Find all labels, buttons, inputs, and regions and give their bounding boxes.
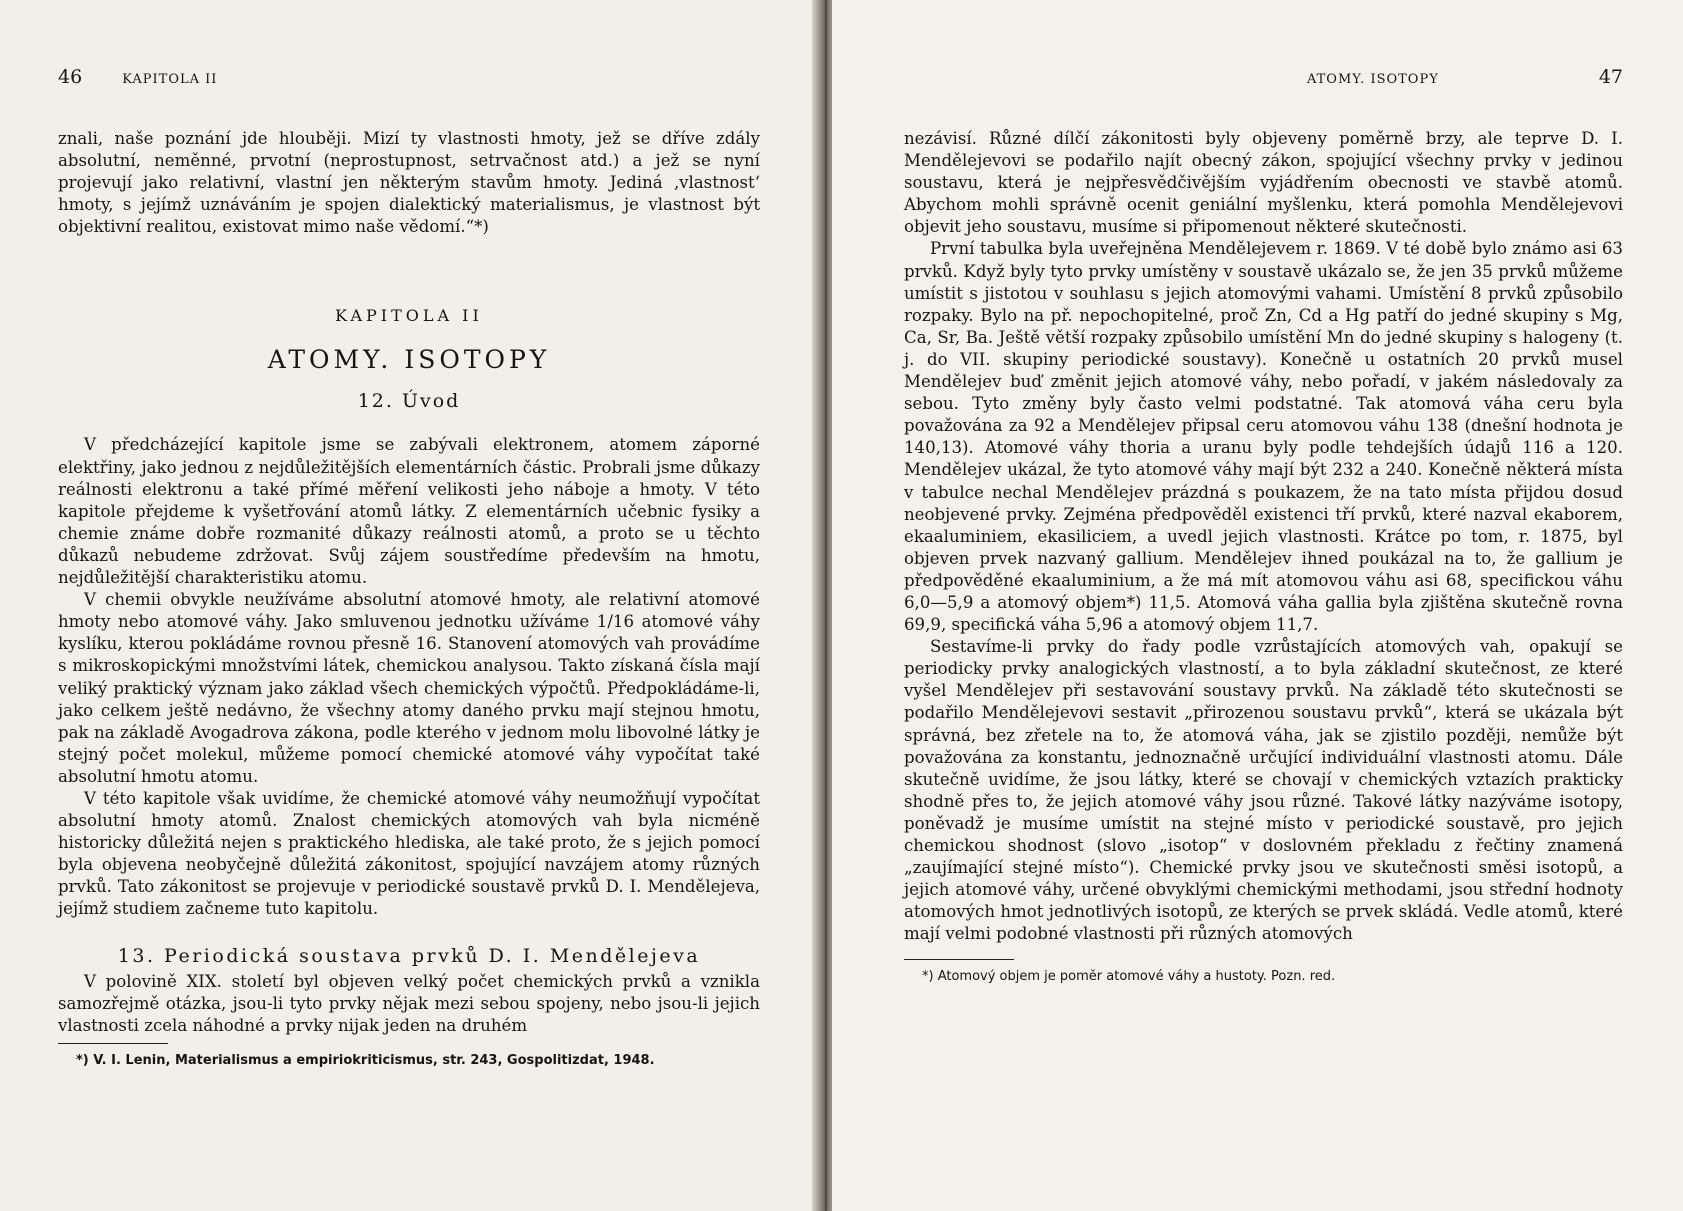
right-page-number: 47 xyxy=(1598,66,1623,88)
section-12-title: 12. Úvod xyxy=(357,390,461,413)
section-13-paragraph: V polovině XIX. století byl objeven velký počet chemických prvků a vznikla samozřejmě otázka, jsou-li tyto prvky nějak mezi sebou spojeny, nebo jsou-li jejich vlastnosti zcela náhodné a prvky nijak jeden na druhém xyxy=(58,971,760,1035)
right-paragraph-3: Sestavíme-li prvky do řady podle vzrůstajících atomových vah, opakují se periodicky prvky analogických vlastností, a to byla základní skutečnost, ze které vyšel Mendělejev při sestavování soustavy prvků. Na základě této skutečnosti se podařilo Mendělejevovi sestavit „přirozenou soustavu prvků“, která se ukázala být správná, bez zřetele na to, že atomová váha, jak se zjistilo později, nemůže být považována za konstantu, jednoznačně určující individuální vlastnosti atomu. Dále skutečně uvidíme, že jsou látky, které se chovají v chemických vztazích prakticky shodně přes to, že jejich atomové váhy jsou různé. Takové látky nazýváme isotopy, poněvadž je musíme umístit na stejné místo v periodické soustavě, pro jejich chemickou shodnost (slovo „isotop“ v doslovném překladu z řečtiny znamená „zaujímající stejné místo“). Chemické prvky jsou ve skutečnosti směsi isotopů, a jejich atomové váhy, určené obvyklými chemickými methodami, jsou střední hodnoty atomových hmot jednotlivých isotopů, ze kterých se prvek skládá. Vedle atomů, které mají velmi podobné vlastnosti při různých atomových xyxy=(904,637,1623,944)
chapter-title: ATOMY. ISOTOPY xyxy=(267,345,551,375)
section-13-title: 13. Periodická soustava prvků D. I. Mendělejeva xyxy=(117,944,701,967)
left-footnote: *) V. I. Lenin, Materialismus a empiriokriticismus, str. 243, Gospolitizdat, 1948. xyxy=(76,1052,655,1068)
right-paragraph-1: nezávisí. Různé dílčí zákonitosti byly objeveny poměrně brzy, ale teprve D. I. Mendělejevovi se podařilo najít obecný zákon, spojující všechny prvky v jedinou soustavu, která je nejpřesvědčivějším vyjádřením obecnosti ve stavbě atomů. Abychom mohli správně ocenit geniální myšlenku, která pomohla Mendělejevovi objevit jeho soustavu, musíme si připomenout některé skutečnosti. xyxy=(904,129,1623,237)
right-footnote-rule xyxy=(904,959,1014,960)
left-intro-paragraph: znali, naše poznání jde hlouběji. Mizí ty vlastnosti hmoty, jež se dříve zdály absolutní, neměnné, prvotní (neprostupnost, setrvačnost atd.) a jež se nyní projevují jako relativní, vlastní jen některým stavům hmoty. Jediná ‚vlastnost‘ hmoty, s jejímž uznáváním je spojen dialektický materialismus, je vlastnost být objektivní realitou, existovat mimo naše vědomí.“*) xyxy=(58,129,760,237)
left-footnote-rule xyxy=(58,1043,168,1044)
right-page xyxy=(832,0,1683,1211)
chapter-label: KAPITOLA II xyxy=(335,306,483,326)
left-running-title: KAPITOLA II xyxy=(122,72,218,87)
right-footnote: *) Atomový objem je poměr atomové váhy a hustoty. Pozn. red. xyxy=(922,969,1336,985)
left-paragraph-3: V této kapitole však uvidíme, že chemické atomové váhy neumožňují vypočítat absolutní hmoty atomů. Znalost chemických atomových vah byla nicméně historicky důležitá nejen s praktického hlediska, ale také proto, že s jejich pomocí byla objevena neobyčejně důležitá zákonitost, spojující navzájem atomy různých prvků. Tato zákonitost se projevuje v periodické soustavě prvků D. I. Mendělejeva, jejímž studiem začneme tuto kapitolu. xyxy=(58,788,760,919)
left-page xyxy=(0,0,820,1211)
right-running-head xyxy=(904,66,1623,94)
right-paragraph-2: První tabulka byla uveřejněna Mendělejevem r. 1869. V té době bylo známo asi 63 prvků. Když byly tyto prvky umístěny v soustavě ukázalo se, že jen 35 prvků můžeme umístit s jistotou v souhlasu s jejich atomovými vahami. Umístění 8 prvků způsobilo rozpaky. Bylo na př. nepochopitelné, proč Zn, Cd a Hg patří do jedné skupiny s Mg, Ca, Sr, Ba. Ještě větší rozpaky způsobilo umístění Mn do jedné skupiny s halogeny (t. j. do VII. skupiny periodické soustavy). Konečně u ostatních 20 prvků musel Mendělejev buď změnit jejich atomové váhy, nebo pořadí, v jakém následovaly za sebou. Tyto změny byly často velmi podstatné. Tak atomová váha ceru byla považována za 92 a Mendělejev připsal ceru atomovou váhu 138 (dnešní hodnota je 140,13). Atomové váhy thoria a uranu byly podle tehdejších údajů 116 a 120. Mendělejev ukázal, že tyto atomové váhy mají být 232 a 240. Konečně některá místa v tabulce nechal Mendělejev prázdná s poukazem, že na tato místa přijdou dosud neobjevené prvky. Zejména předpověděl existenci tří prvků, které nazval ekaborem, ekaaluminiem, ekasiliciem, a uvedl jejich vlastnosti. Krátce po tom, r. 1875, byl objeven prvek nazvaný gallium. Mendělejev ihned poukázal na to, že gallium je předpověděné ekaaluminium, a že má mít atomovou váhu asi 68, specifickou váhu 6,0—5,9 a atomový objem*) 11,5. Atomová váha gallia byla zjištěna skutečně rovna 69,9, specifická váha 5,96 a atomový objem 11,7. xyxy=(904,239,1623,635)
left-page-number: 46 xyxy=(58,66,83,88)
left-running-head xyxy=(58,66,760,94)
left-paragraph-2: V chemii obvykle neužíváme absolutní atomové hmoty, ale relativní atomové hmoty nebo atomové váhy. Jako smluvenou jednotku užíváme 1/16 atomové váhy kyslíku, kterou pokládáme rovnou přesně 16. Stanovení atomových vah provádíme s mikroskopickými množstvími látek, chemickou analysou. Takto získaná čísla mají veliký praktický význam jako základ všech chemických výpočtů. Předpokládáme-li, jako celkem ještě nedávno, že všechny atomy daného prvku mají stejnou hmotu, pak na základě Avogadrova zákona, podle kterého v jednom molu libovolné látky je stejný počet molekul, můžeme pomocí chemické atomové váhy vypočítat také absolutní hmotu atomu. xyxy=(58,590,760,786)
right-running-title: ATOMY. ISOTOPY xyxy=(1306,72,1439,87)
left-paragraph-1: V předcházející kapitole jsme se zabývali elektronem, atomem záporné elektřiny, jako jednou z nejdůležitějších elementárních částic. Probrali jsme důkazy reálnosti elektronu a také přímé měření velikosti jeho náboje a hmoty. V této kapitole přejdeme k vyšetřování atomů látky. Z elementárních učebnic fysiky a chemie známe dobře rozmanité důkazy reálnosti atomů, a proto se u těchto důkazů nebudeme zdržovat. Svůj zájem soustředíme především na hmotu, nejdůležitější charakteristiku atomu. xyxy=(58,435,760,588)
